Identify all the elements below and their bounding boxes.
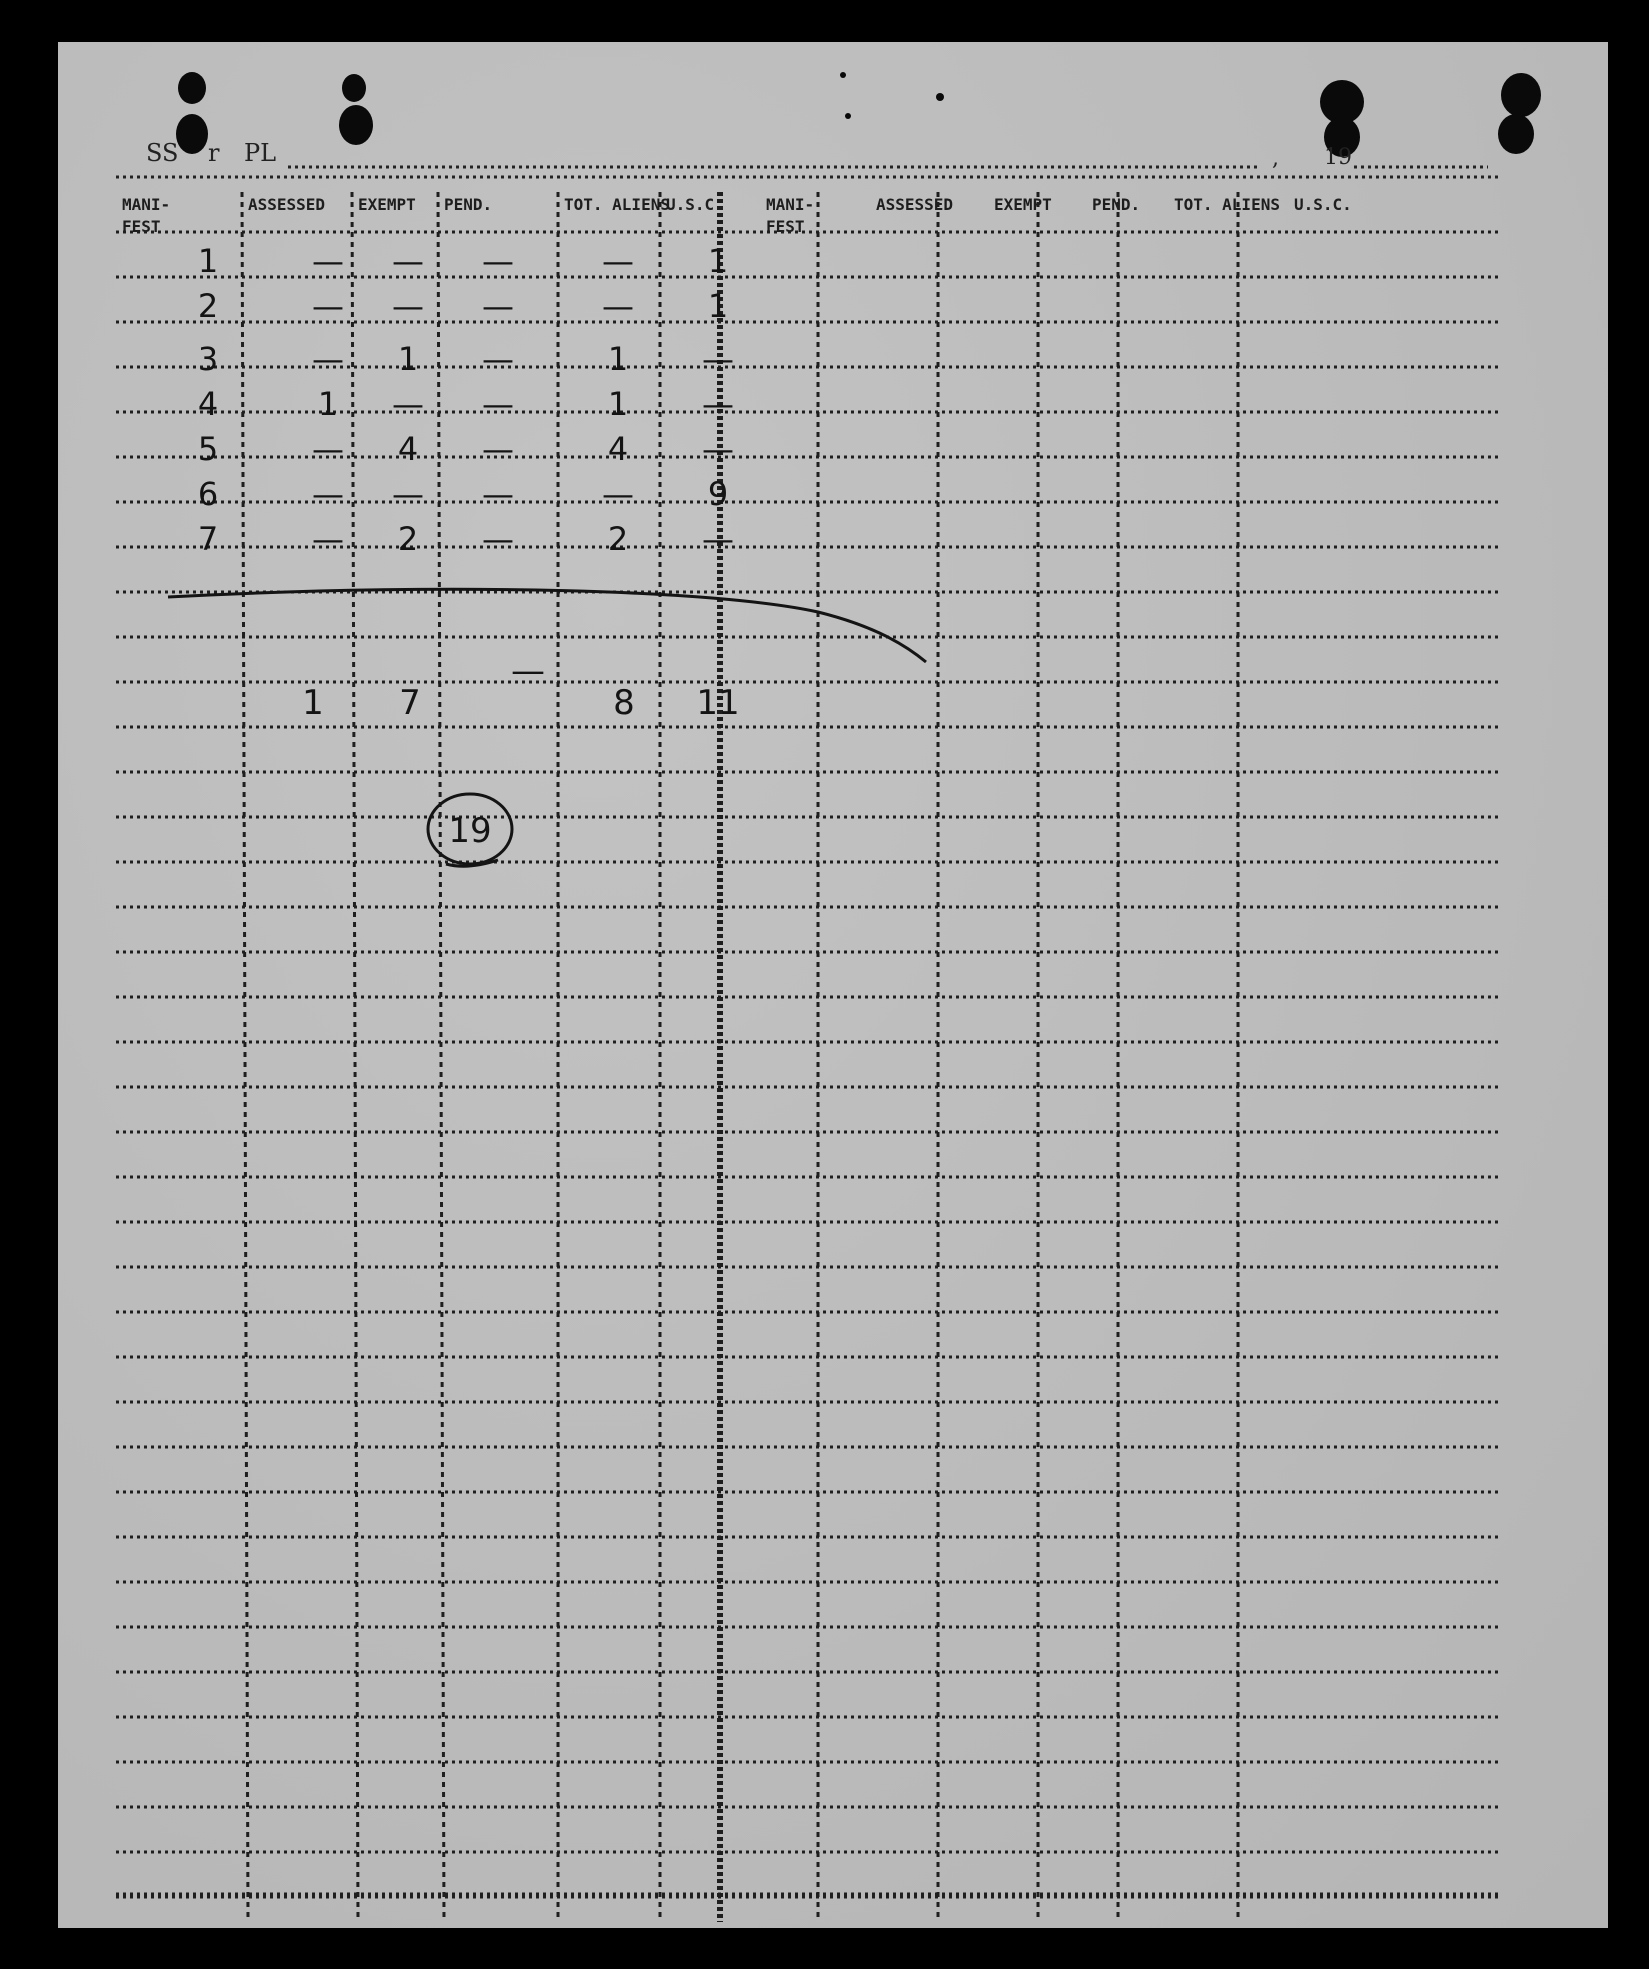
total-tot-aliens: 8	[613, 683, 635, 723]
entry-manifest: 5	[197, 430, 219, 468]
entry-exempt: —	[392, 385, 424, 423]
total-pend: —	[511, 651, 545, 691]
form-grid	[58, 42, 1608, 1928]
entry-tot-aliens: —	[602, 242, 634, 280]
entry-assessed: —	[312, 242, 344, 280]
ship-fragment: r	[208, 139, 220, 167]
entry-manifest: 7	[197, 520, 219, 558]
entry-pend: —	[482, 385, 514, 423]
column-header: U.S.C.	[666, 195, 724, 214]
column-headers-right	[766, 195, 1352, 236]
total-exempt: 7	[399, 683, 421, 723]
entry-tot-aliens: 1	[607, 385, 629, 423]
column-header: U.S.C.	[1294, 195, 1352, 214]
entry-exempt: —	[392, 287, 424, 325]
column-header: ASSESSED	[248, 195, 326, 214]
entry-usc: 1	[707, 287, 729, 325]
grand-total-value: 19	[448, 811, 492, 851]
grid-column-line	[438, 192, 444, 1922]
entry-manifest: 6	[197, 475, 219, 513]
entry-usc: 1	[707, 242, 729, 280]
entry-exempt: —	[392, 242, 424, 280]
entry-pend: —	[482, 520, 514, 558]
entry-exempt: 2	[397, 520, 419, 558]
entry-assessed: —	[312, 475, 344, 513]
punch-hole-icon	[178, 72, 206, 104]
entry-manifest: 4	[197, 385, 219, 423]
column-header: EXEMPT	[994, 195, 1052, 214]
ship-label: SS	[146, 139, 179, 167]
column-header: MANI-	[122, 195, 171, 214]
entry-tot-aliens: —	[602, 475, 634, 513]
entry-tot-aliens: 4	[607, 430, 629, 468]
year-prefix: 19	[1324, 145, 1352, 170]
entry-tot-aliens: 2	[607, 520, 629, 558]
column-header: TOT. ALIENS	[564, 195, 670, 214]
column-header: PEND.	[444, 195, 493, 214]
entry-usc: —	[702, 340, 734, 378]
entry-pend: —	[482, 340, 514, 378]
grid-column-line	[242, 192, 248, 1922]
column-header: MANI-	[766, 195, 815, 214]
punch-hole-icon	[1498, 114, 1534, 154]
entry-manifest: 3	[197, 340, 219, 378]
entry-manifest: 2	[197, 287, 219, 325]
entry-assessed: —	[312, 520, 344, 558]
column-headers-left	[122, 195, 724, 236]
handwritten-entries	[198, 242, 734, 558]
column-header: FEST	[122, 217, 161, 236]
column-header: EXEMPT	[358, 195, 416, 214]
entry-usc: —	[702, 385, 734, 423]
total-rule-line	[168, 589, 926, 662]
entry-pend: —	[482, 475, 514, 513]
entry-exempt: —	[392, 475, 424, 513]
grand-total-circle	[428, 794, 512, 866]
punch-hole-icon	[1501, 73, 1541, 117]
grid-column-line	[352, 192, 358, 1922]
entry-usc: 9	[707, 475, 729, 513]
total-usc: 11	[696, 683, 740, 723]
punch-hole-icon	[176, 114, 208, 154]
entry-pend: —	[482, 287, 514, 325]
entry-pend: —	[482, 242, 514, 280]
entry-assessed: —	[312, 430, 344, 468]
column-header: FEST	[766, 217, 805, 236]
punch-hole-icon	[342, 74, 366, 102]
column-header: ASSESSED	[876, 195, 954, 214]
entry-assessed: —	[312, 340, 344, 378]
entry-pend: —	[482, 430, 514, 468]
svg-text:,: ,	[1272, 146, 1279, 171]
entry-exempt: 4	[397, 430, 419, 468]
entry-assessed: —	[312, 287, 344, 325]
entry-usc: —	[702, 520, 734, 558]
punch-hole-icon	[339, 105, 373, 145]
entry-tot-aliens: 1	[607, 340, 629, 378]
total-assessed: 1	[302, 683, 324, 723]
totals-row	[302, 651, 739, 723]
column-header: TOT. ALIENS	[1174, 195, 1280, 214]
column-header: PEND.	[1092, 195, 1141, 214]
entry-usc: —	[702, 430, 734, 468]
entry-tot-aliens: —	[602, 287, 634, 325]
entry-manifest: 1	[197, 242, 219, 280]
manifest-tally-sheet	[58, 42, 1608, 1928]
entry-exempt: 1	[397, 340, 419, 378]
entry-assessed: 1	[317, 385, 339, 423]
port-label: PL	[244, 139, 277, 167]
